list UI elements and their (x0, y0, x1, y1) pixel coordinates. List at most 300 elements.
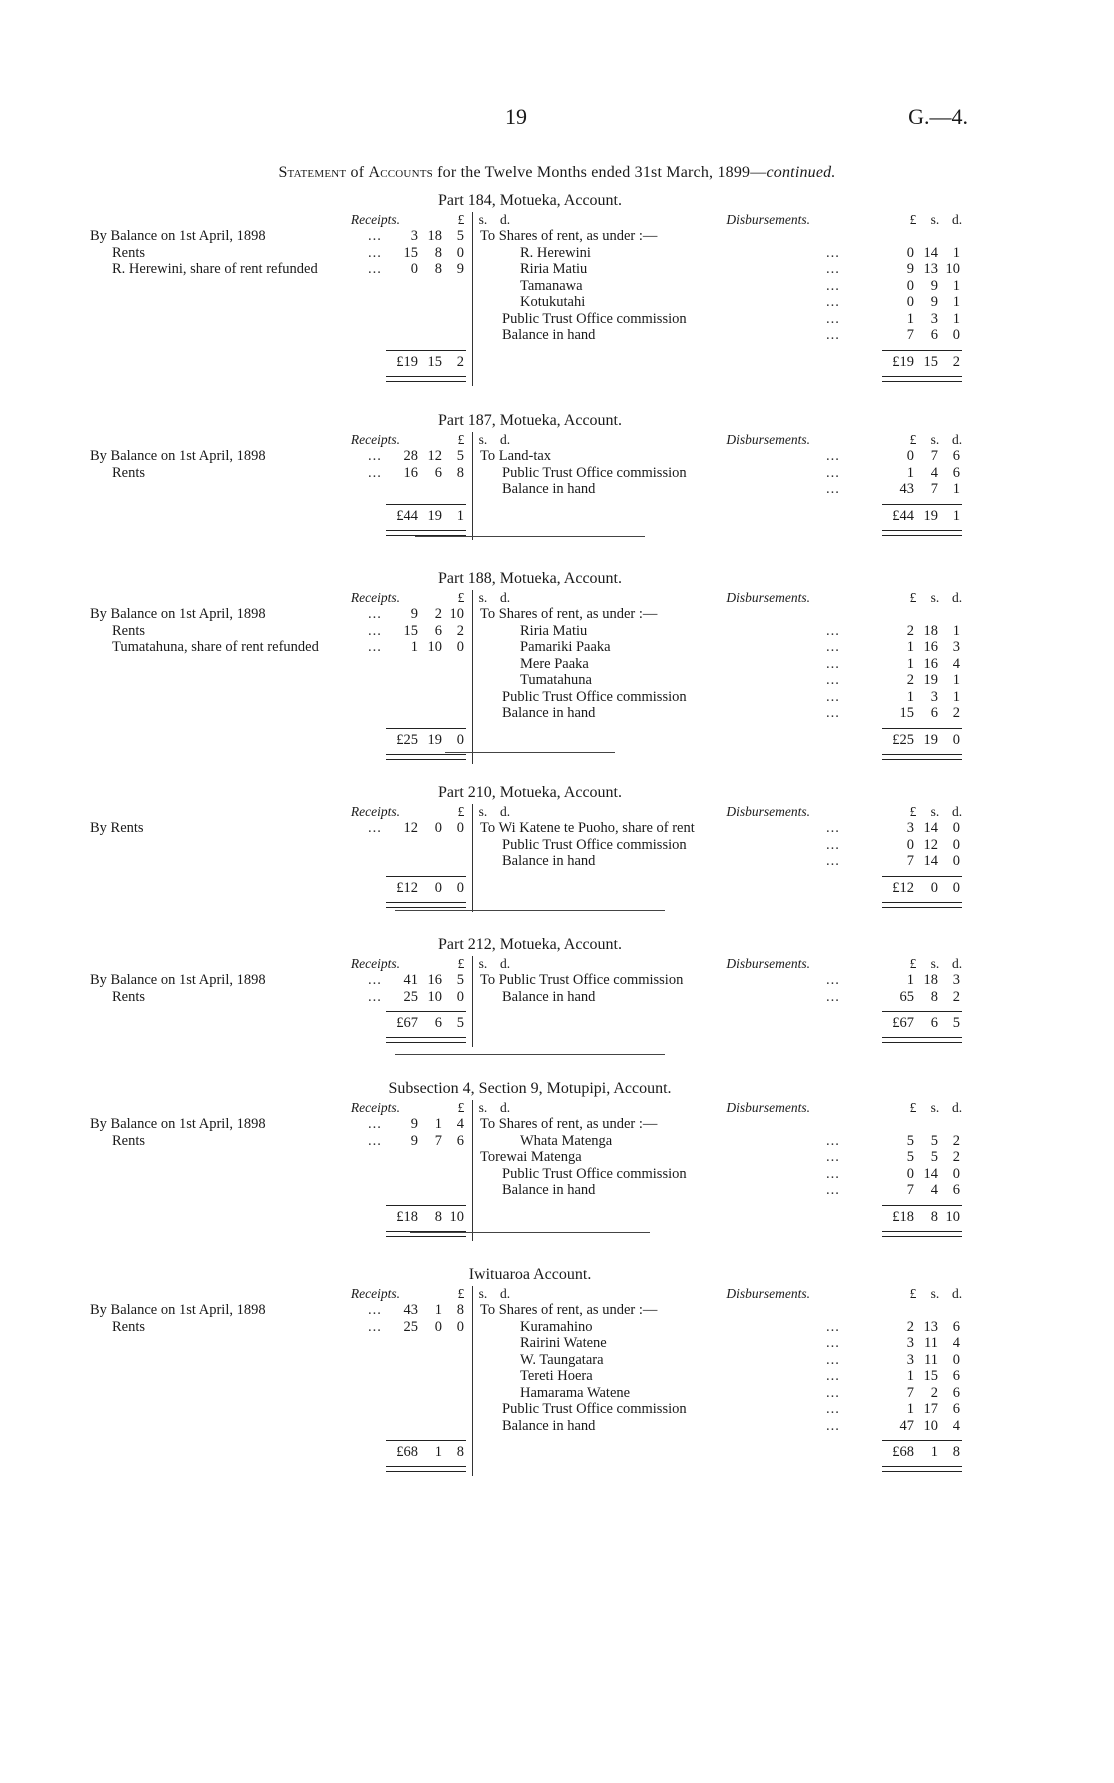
receipt-row (90, 639, 470, 656)
total-shillings: 19 (923, 507, 938, 524)
account-title: Iwituaroa Account. (468, 1266, 592, 1283)
disbursement-label: Riria Matiu (520, 261, 588, 277)
shilling-heading: s. (930, 956, 940, 971)
disbursement-shillings: 14 (923, 244, 938, 261)
disbursements-heading: Disbursements. (726, 804, 810, 819)
receipts-heading: Receipts. (350, 804, 400, 819)
total-pounds: £67 (892, 1015, 914, 1031)
total-shillings: 15 (923, 353, 938, 370)
disbursement-label: Riria Matiu (520, 622, 588, 639)
account-title: Part 187, Motueka, Account. (438, 412, 622, 429)
disbursement-pounds: 7 (906, 1182, 914, 1198)
total-shillings: 1 (930, 1444, 938, 1460)
currency-header (450, 212, 516, 228)
disbursement-shillings: 5 (930, 1132, 938, 1149)
disbursements-heading: Disbursements. (726, 1100, 810, 1115)
receipt-pence: 0 (456, 988, 464, 1005)
leader-dots: ... (826, 1318, 840, 1335)
receipt-shillings: 16 (427, 972, 442, 988)
pence-heading: d. (499, 1286, 511, 1301)
disbursement-pence: 6 (952, 1368, 960, 1384)
receipt-shillings: 1 (434, 1116, 442, 1132)
total-pounds: £44 (892, 507, 914, 524)
disbursement-row (480, 639, 970, 656)
total-pounds: £25 (892, 731, 914, 748)
receipt-label: Rents (112, 988, 146, 1005)
total-shillings: 15 (427, 353, 442, 370)
disbursement-row (480, 1182, 970, 1199)
disbursement-label: Hamarama Watene (520, 1384, 631, 1401)
leader-dots: ... (368, 820, 382, 836)
currency-header (450, 432, 516, 448)
receipt-pounds: 28 (403, 448, 418, 464)
disbursement-row (480, 672, 970, 689)
subtotal-rule (882, 350, 962, 351)
disbursement-shillings: 15 (923, 1368, 938, 1384)
disbursement-shillings: 11 (924, 1351, 938, 1368)
receipt-shillings: 0 (434, 1318, 442, 1335)
leader-dots: ... (826, 448, 840, 464)
pound-heading: £ (909, 804, 917, 819)
receipt-label: By Balance on 1st April, 1898 (90, 1302, 266, 1318)
receipt-label: By Balance on 1st April, 1898 (90, 606, 266, 622)
disbursement-shillings: 14 (923, 853, 938, 869)
pence-heading: d. (499, 590, 511, 605)
disbursement-pounds: 7 (906, 1384, 914, 1401)
receipt-row (90, 820, 470, 837)
disbursement-pence: 1 (952, 688, 960, 705)
leader-dots: ... (826, 622, 840, 639)
pence-heading: d. (951, 432, 963, 447)
statement-word: Statement (278, 164, 347, 181)
receipt-shillings: 6 (434, 464, 442, 481)
disbursement-pence: 0 (952, 1351, 960, 1368)
receipt-label: Rents (112, 1132, 146, 1149)
leader-dots: ... (826, 277, 840, 294)
receipt-shillings: 0 (434, 820, 442, 836)
leader-dots: ... (826, 464, 840, 481)
leader-dots: ... (368, 244, 382, 261)
disbursement-label: Pamariki Paaka (520, 639, 611, 655)
disbursement-row (480, 311, 970, 328)
disbursement-label: To Wi Katene te Puoho, share of rent (480, 820, 695, 836)
total-pence: 1 (456, 507, 464, 524)
disbursement-shillings: 16 (923, 655, 938, 672)
disbursement-shillings: 17 (923, 1401, 938, 1417)
account-title: Subsection 4, Section 9, Motupipi, Account. (388, 1080, 672, 1097)
disbursement-pounds: 15 (899, 705, 914, 721)
disbursements-heading: Disbursements. (726, 1286, 810, 1301)
disbursement-pence: 1 (952, 672, 960, 688)
currency-header (902, 804, 968, 820)
disbursement-pounds: 3 (906, 820, 914, 836)
pence-heading: d. (499, 432, 511, 447)
disbursement-pence: 3 (952, 972, 960, 988)
disbursement-label: Public Trust Office commission (502, 464, 687, 481)
disbursement-row (480, 972, 970, 989)
receipt-pence: 10 (449, 606, 464, 622)
pound-heading: £ (457, 432, 465, 447)
double-rule (386, 1037, 466, 1043)
receipt-pounds: 9 (410, 606, 418, 622)
disbursement-label: Torewai Matenga (480, 1149, 582, 1165)
total-pounds: £68 (892, 1444, 914, 1460)
disbursement-shillings: 9 (930, 294, 938, 310)
pound-heading: £ (909, 432, 917, 447)
disbursement-pounds: 7 (906, 853, 914, 869)
statement-continued: continued. (766, 164, 836, 181)
subtotal-rule (386, 1011, 466, 1012)
currency-header (450, 590, 516, 606)
disbursement-shillings: 11 (924, 1335, 938, 1351)
receipt-shillings: 8 (434, 244, 442, 261)
disbursement-pence: 6 (952, 464, 960, 481)
leader-dots: ... (368, 606, 382, 622)
receipt-pounds: 3 (410, 228, 418, 244)
disbursement-pounds: 0 (906, 836, 914, 853)
receipt-pounds: 9 (410, 1116, 418, 1132)
disbursement-shillings: 18 (923, 972, 938, 988)
pound-heading: £ (457, 1286, 465, 1301)
section-divider (415, 536, 645, 537)
disbursement-shillings: 6 (930, 705, 938, 721)
subtotal-rule (882, 1440, 962, 1441)
pound-heading: £ (909, 212, 917, 227)
disbursement-pence: 6 (952, 1384, 960, 1401)
disbursements-heading: Disbursements. (726, 590, 810, 605)
total-pounds: £18 (892, 1208, 914, 1225)
leader-dots: ... (826, 972, 840, 988)
disbursement-shillings: 2 (930, 1384, 938, 1401)
leader-dots: ... (826, 672, 840, 688)
account-total (90, 508, 970, 526)
pound-heading: £ (909, 1100, 917, 1115)
total-pounds: £18 (396, 1208, 418, 1225)
pence-heading: d. (951, 1286, 963, 1301)
receipt-shillings: 10 (427, 639, 442, 655)
disbursement-shillings: 13 (923, 1318, 938, 1335)
disbursement-pence: 2 (952, 1149, 960, 1165)
disbursement-pounds: 1 (906, 464, 914, 481)
page-number: 19 (505, 104, 527, 129)
pound-heading: £ (909, 956, 917, 971)
total-pence: 0 (456, 879, 464, 896)
shilling-heading: s. (478, 590, 488, 605)
receipt-shillings: 6 (434, 622, 442, 639)
currency-header (902, 590, 968, 606)
receipt-label: By Balance on 1st April, 1898 (90, 228, 266, 244)
disbursement-pence: 1 (952, 277, 960, 294)
disbursement-row (480, 689, 970, 706)
disbursement-pence: 1 (952, 481, 960, 497)
receipt-row (90, 465, 470, 482)
shilling-heading: s. (478, 804, 488, 819)
disbursement-label: R. Herewini (520, 244, 591, 261)
total-shillings: 8 (930, 1208, 938, 1225)
disbursement-label: To Shares of rent, as under :— (480, 606, 658, 622)
disbursement-pence: 1 (952, 244, 960, 261)
disbursement-shillings: 10 (923, 1417, 938, 1434)
total-shillings: 19 (427, 731, 442, 748)
disbursement-label: Mere Paaka (520, 655, 589, 672)
shilling-heading: s. (930, 1100, 940, 1115)
disbursement-pence: 1 (952, 622, 960, 639)
disbursement-pounds: 9 (906, 261, 914, 277)
total-shillings: 19 (923, 731, 938, 748)
disbursement-pence: 1 (952, 294, 960, 310)
disbursement-row (480, 1302, 970, 1319)
disbursements-heading: Disbursements. (726, 212, 810, 227)
receipts-heading: Receipts. (350, 590, 400, 605)
receipt-label: By Rents (90, 820, 144, 836)
shilling-heading: s. (478, 1286, 488, 1301)
double-rule (882, 754, 962, 760)
leader-dots: ... (826, 705, 840, 721)
receipt-shillings: 1 (434, 1302, 442, 1318)
pound-heading: £ (457, 804, 465, 819)
disbursement-pounds: 1 (906, 1401, 914, 1417)
disbursement-shillings: 7 (930, 481, 938, 497)
leader-dots: ... (368, 448, 382, 464)
disbursement-pence: 4 (952, 1417, 960, 1434)
total-pounds: £25 (396, 731, 418, 748)
leader-dots: ... (368, 622, 382, 639)
disbursement-pounds: 3 (906, 1351, 914, 1368)
account-block (90, 570, 970, 772)
disbursement-pounds: 2 (906, 1318, 914, 1335)
disbursements-heading: Disbursements. (726, 432, 810, 447)
double-rule (386, 530, 466, 536)
receipt-row (90, 1133, 470, 1150)
disbursement-label: W. Taungatara (520, 1351, 604, 1368)
disbursement-pence: 6 (952, 1318, 960, 1335)
receipt-pence: 5 (456, 972, 464, 988)
receipt-shillings: 18 (427, 228, 442, 244)
disbursement-pounds: 5 (906, 1132, 914, 1149)
disbursement-label: Whata Matenga (520, 1132, 613, 1149)
total-shillings: 0 (434, 879, 442, 896)
currency-header (450, 1100, 516, 1116)
receipt-pounds: 12 (403, 820, 418, 836)
leader-dots: ... (826, 1165, 840, 1182)
receipt-pounds: 43 (403, 1302, 418, 1318)
receipt-label: Rents (112, 244, 146, 261)
shilling-heading: s. (478, 212, 488, 227)
double-rule (386, 902, 466, 908)
receipt-shillings: 10 (427, 988, 442, 1005)
shilling-heading: s. (478, 432, 488, 447)
total-pounds: £44 (396, 507, 418, 524)
pence-heading: d. (951, 590, 963, 605)
disbursement-pounds: 7 (906, 327, 914, 343)
disbursement-label: To Public Trust Office commission (480, 972, 684, 988)
document-reference: G.—4. (908, 104, 968, 129)
pound-heading: £ (457, 956, 465, 971)
total-pounds: £12 (396, 879, 418, 896)
receipt-pence: 0 (456, 820, 464, 836)
disbursements-heading: Disbursements. (726, 956, 810, 971)
currency-header (902, 956, 968, 972)
account-title: Part 210, Motueka, Account. (438, 784, 622, 801)
shilling-heading: s. (478, 956, 488, 971)
statement-accounts-word: Accounts (368, 164, 433, 181)
subtotal-rule (882, 1011, 962, 1012)
total-pence: 5 (456, 1015, 464, 1031)
disbursement-shillings: 18 (923, 622, 938, 639)
account-block (90, 1080, 970, 1249)
shilling-heading: s. (930, 212, 940, 227)
receipt-pounds: 25 (403, 1318, 418, 1335)
leader-dots: ... (368, 1302, 382, 1318)
receipt-label: R. Herewini, share of rent refunded (112, 261, 318, 277)
receipt-pounds: 15 (403, 244, 418, 261)
disbursement-row (480, 989, 970, 1006)
subtotal-rule (386, 876, 466, 877)
disbursement-row (480, 1319, 970, 1336)
account-title: Part 184, Motueka, Account. (438, 192, 622, 209)
pence-heading: d. (499, 804, 511, 819)
receipt-pence: 0 (456, 639, 464, 655)
disbursement-row (480, 1116, 970, 1133)
disbursement-shillings: 19 (923, 672, 938, 688)
receipt-label: By Balance on 1st April, 1898 (90, 448, 266, 464)
receipt-pence: 6 (456, 1132, 464, 1149)
receipt-pence: 0 (456, 244, 464, 261)
receipt-label: Tumatahuna, share of rent refunded (112, 639, 319, 655)
subtotal-rule (386, 728, 466, 729)
disbursement-pounds: 3 (906, 1335, 914, 1351)
total-shillings: 1 (434, 1444, 442, 1460)
pound-heading: £ (457, 212, 465, 227)
pence-heading: d. (951, 956, 963, 971)
disbursement-pounds: 2 (906, 672, 914, 688)
receipts-heading: Receipts. (350, 432, 400, 447)
receipt-row (90, 623, 470, 640)
disbursement-label: Balance in hand (502, 705, 596, 721)
disbursement-row (480, 1418, 970, 1435)
disbursement-pounds: 0 (906, 277, 914, 294)
receipts-heading: Receipts. (350, 1286, 400, 1301)
receipt-pence: 8 (456, 1302, 464, 1318)
leader-dots: ... (826, 639, 840, 655)
receipt-pence: 0 (456, 1318, 464, 1335)
total-amount (882, 508, 960, 526)
account-total (90, 1444, 970, 1462)
disbursement-row (480, 228, 970, 245)
shilling-heading: s. (930, 1286, 940, 1301)
disbursement-label: Balance in hand (502, 988, 596, 1005)
total-amount (882, 880, 960, 898)
double-rule (882, 1466, 962, 1472)
total-pounds: £19 (396, 353, 418, 370)
total-shillings: 6 (434, 1015, 442, 1031)
double-rule (882, 1037, 962, 1043)
total-shillings: 19 (427, 507, 442, 524)
currency-header (450, 804, 516, 820)
total-pounds: £68 (396, 1444, 418, 1460)
account-block (90, 1266, 970, 1484)
leader-dots: ... (826, 853, 840, 869)
disbursement-shillings: 5 (930, 1149, 938, 1165)
leader-dots: ... (826, 820, 840, 836)
disbursement-shillings: 4 (930, 1182, 938, 1198)
disbursement-shillings: 6 (930, 327, 938, 343)
disbursement-label: Public Trust Office commission (502, 310, 687, 327)
disbursement-label: Public Trust Office commission (502, 1165, 687, 1182)
disbursement-pence: 2 (952, 988, 960, 1005)
shilling-heading: s. (478, 1100, 488, 1115)
disbursement-label: Kotukutahi (520, 294, 586, 310)
disbursement-pounds: 43 (899, 481, 914, 497)
receipt-label: By Balance on 1st April, 1898 (90, 972, 266, 988)
receipt-row (90, 972, 470, 989)
disbursement-pence: 0 (952, 1165, 960, 1182)
subtotal-rule (386, 1440, 466, 1441)
disbursement-label: Balance in hand (502, 1182, 596, 1198)
pound-heading: £ (457, 1100, 465, 1115)
leader-dots: ... (826, 1149, 840, 1165)
disbursement-row (480, 1149, 970, 1166)
statement-of: of (350, 164, 365, 181)
disbursement-shillings: 7 (930, 448, 938, 464)
disbursement-shillings: 3 (930, 688, 938, 705)
account-total (90, 1209, 970, 1227)
double-rule (386, 376, 466, 382)
account-total (90, 1015, 970, 1033)
disbursement-pounds: 1 (906, 639, 914, 655)
disbursement-row (480, 1133, 970, 1150)
receipt-pounds: 25 (403, 988, 418, 1005)
leader-dots: ... (368, 1318, 382, 1335)
double-rule (386, 1466, 466, 1472)
pound-heading: £ (457, 590, 465, 605)
page-header (0, 104, 1114, 134)
receipt-row (90, 606, 470, 623)
currency-header (902, 432, 968, 448)
total-amount (882, 354, 960, 372)
receipt-row (90, 245, 470, 262)
double-rule (882, 902, 962, 908)
account-block (90, 936, 970, 1055)
shilling-heading: s. (930, 432, 940, 447)
disbursement-label: Kuramahino (520, 1318, 593, 1335)
receipt-label: Rents (112, 464, 146, 481)
disbursement-pence: 6 (952, 1182, 960, 1198)
leader-dots: ... (826, 481, 840, 497)
disbursement-pounds: 0 (906, 294, 914, 310)
disbursement-label: Public Trust Office commission (502, 688, 687, 705)
leader-dots: ... (368, 1132, 382, 1149)
receipt-label: By Balance on 1st April, 1898 (90, 1116, 266, 1132)
currency-header (902, 1100, 968, 1116)
statement-period: for the Twelve Months ended 31st March, 1899— (437, 164, 767, 181)
double-rule (882, 376, 962, 382)
double-rule (882, 530, 962, 536)
receipt-row (90, 261, 470, 278)
leader-dots: ... (826, 1384, 840, 1401)
disbursement-row (480, 245, 970, 262)
disbursement-label: To Shares of rent, as under :— (480, 1302, 658, 1318)
disbursement-shillings: 14 (923, 1165, 938, 1182)
receipt-pence: 8 (456, 464, 464, 481)
currency-header (902, 1286, 968, 1302)
disbursement-row (480, 448, 970, 465)
leader-dots: ... (368, 972, 382, 988)
total-amount (882, 1209, 960, 1227)
receipt-shillings: 2 (434, 606, 442, 622)
leader-dots: ... (368, 988, 382, 1005)
disbursement-pence: 0 (952, 327, 960, 343)
